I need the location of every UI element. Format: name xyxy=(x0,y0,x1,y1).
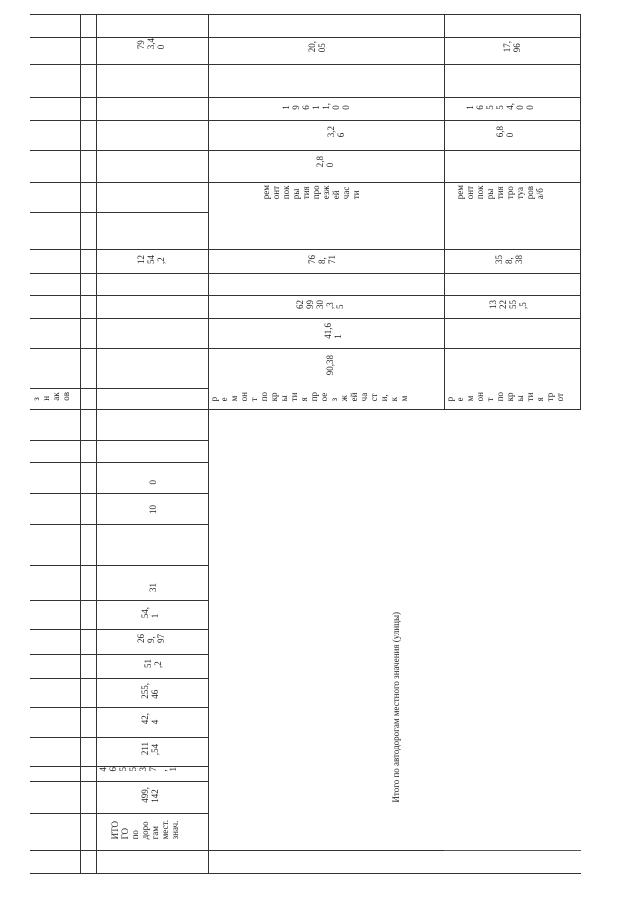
cell-value: 2,8 0 xyxy=(315,156,335,168)
cell-value: 76 8, 71 xyxy=(307,255,337,264)
cell-value: 211 ,54 xyxy=(140,742,160,756)
cell-value: 90,38 xyxy=(325,355,335,376)
cell-value: 255, 46 xyxy=(140,683,160,699)
cell-value: 35 8, 38 xyxy=(494,255,524,264)
cell-label: з н ак ов xyxy=(31,392,71,401)
cell-value: 20, 05 xyxy=(307,41,327,53)
cell-value: 1 6 5 5 4, 0 0 xyxy=(465,103,535,110)
cell-value: 42, 4 xyxy=(140,713,160,725)
cell-value: 51 ,2 xyxy=(143,659,163,668)
cell-label: р е м он т по кр ы ти я пр ое з ж ей ча ст и, к м xyxy=(209,392,409,402)
cell-value: 54, 1 xyxy=(140,607,160,619)
cell-value: 31 xyxy=(148,583,158,592)
cell-value: 41,6 1 xyxy=(323,323,343,339)
cell-value: 10 xyxy=(148,505,158,514)
divider xyxy=(444,850,581,851)
cell-value: 4 6 5 5 3 7 , 1 xyxy=(98,767,178,772)
cell-label: рем онт пок ры тия про езж ей час ти xyxy=(261,185,361,200)
cell-value: 26 9, 97 xyxy=(136,634,166,643)
cell-value: 499, 142 xyxy=(140,787,160,803)
cell-value: 1 9 6 1 1, 0 0 xyxy=(281,103,351,110)
cell-value: 3,2 6 xyxy=(326,126,346,138)
cell-value: 17, 96 xyxy=(502,41,522,53)
cell-label: рем онт пок ры тия тро туа ров а/б xyxy=(455,185,545,200)
cell-value: 62 99 30 ,3 5 xyxy=(295,300,345,309)
cell-value: 12 54 ,2 xyxy=(136,255,166,264)
cell-label: р е м он т по кр ы ти я тр от xyxy=(445,392,565,402)
cell-value: 0 xyxy=(148,480,158,485)
cell-label: ИТО ГО по доро гам мест. знач. xyxy=(110,820,180,840)
total-label: Итого по автодорогам местного значения (улицы) xyxy=(391,612,401,803)
cell-value: 6,8 0 xyxy=(495,126,515,138)
cell-value: 13 22 55 ,5 xyxy=(488,300,528,309)
cell-value: 79 3,4 0 xyxy=(136,38,166,50)
